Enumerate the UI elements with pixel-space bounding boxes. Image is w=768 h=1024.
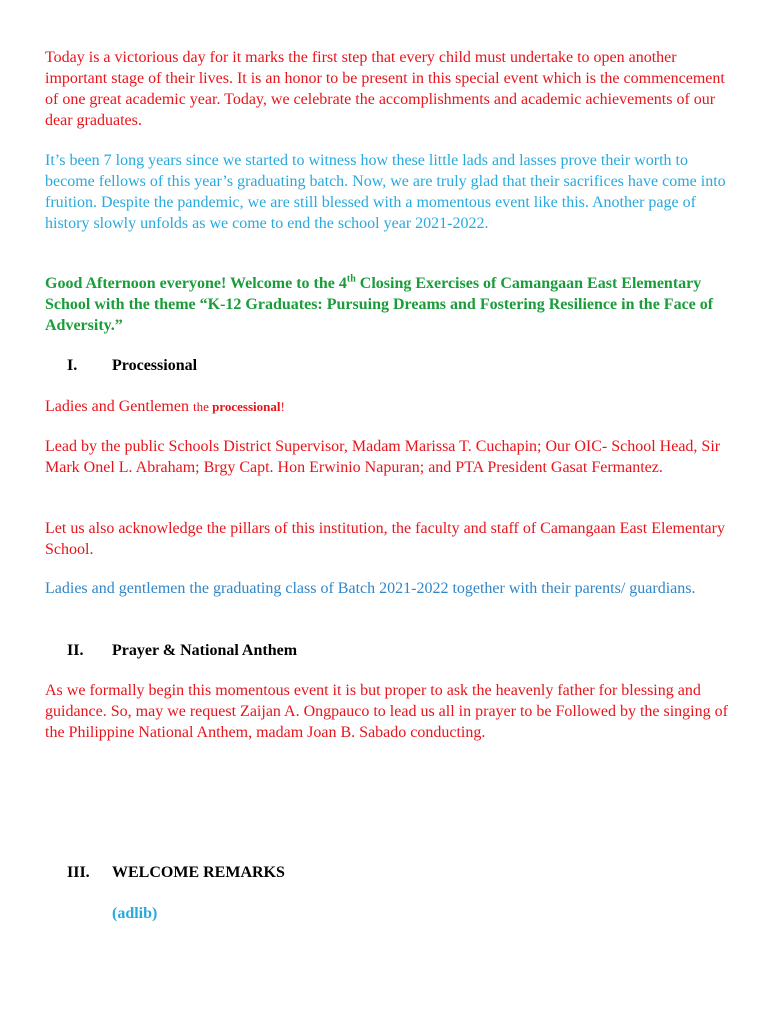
intro-paragraph-2: It’s been 7 long years since we started to witness how these little lads and lasses prove their worth to become fellows of this year’s graduating batch. Now, we are truly glad that their sacrifices have come into fruition. Despite the pandemic, we are still blessed with a momentous event like this. Another page of history slowly unfolds as we come to end the school year 2021-2022.: [45, 152, 726, 232]
section-number: II.: [67, 642, 84, 659]
section-number: III.: [67, 864, 90, 881]
intro-paragraph-1: Today is a victorious day for it marks the first step that every child must undertake to open another important stage of their lives. It is an honor to be present in this special event which is the commencement of one great academic year. Today, we celebrate the accomplishments and academic achievements of our dear graduates.: [45, 49, 725, 129]
section-heading-processional: [45, 355, 197, 376]
processional-lead-paragraph: Lead by the public Schools District Supervisor, Madam Marissa T. Cuchapin; Our OIC- School Head, Sir Mark Onel L. Abraham; Brgy Capt. Hon Erwinio Napuran; and PTA President Gasat Fermantez.: [45, 438, 721, 476]
graduates-paragraph: Ladies and gentlemen the graduating class of Batch 2021-2022 together with their parents/ guardians.: [45, 580, 696, 597]
acknowledgement-paragraph: Let us also acknowledge the pillars of this institution, the faculty and staff of Camangaan East Elementary School.: [45, 520, 725, 558]
processional-announcement: [45, 396, 285, 417]
welcome-text-start: Good Afternoon everyone! Welcome to the 4: [45, 275, 347, 292]
welcome-text-end: Closing Exercises of Camangaan East Elementary School with the theme “K-12 Graduates: Pursuing Dreams and Fostering Resilience in the Face of Adversity.”: [45, 275, 714, 334]
section-title: Prayer & National Anthem: [112, 642, 298, 659]
announcement-punct: !: [280, 399, 285, 414]
section-title: Processional: [112, 357, 198, 374]
section-number: I.: [67, 357, 78, 374]
section-heading-welcome-remarks: [45, 862, 285, 883]
section-title: WELCOME REMARKS: [112, 864, 285, 881]
section-heading-prayer: [45, 640, 297, 661]
prayer-paragraph: As we formally begin this momentous event it is but proper to ask the heavenly father for blessing and guidance. So, may we request Zaijan A. Ongpauco to lead us all in prayer to be Followed by the singing of the Philippine National Anthem, madam Joan B. Sabado conducting.: [45, 682, 728, 741]
announcement-keyword: processional: [212, 399, 281, 414]
welcome-paragraph: [45, 273, 735, 336]
ordinal-suffix: th: [346, 273, 356, 285]
announcement-article: the: [192, 399, 213, 414]
adlib-note: (adlib): [112, 905, 158, 922]
announcement-text: Ladies and Gentlemen: [45, 398, 193, 415]
